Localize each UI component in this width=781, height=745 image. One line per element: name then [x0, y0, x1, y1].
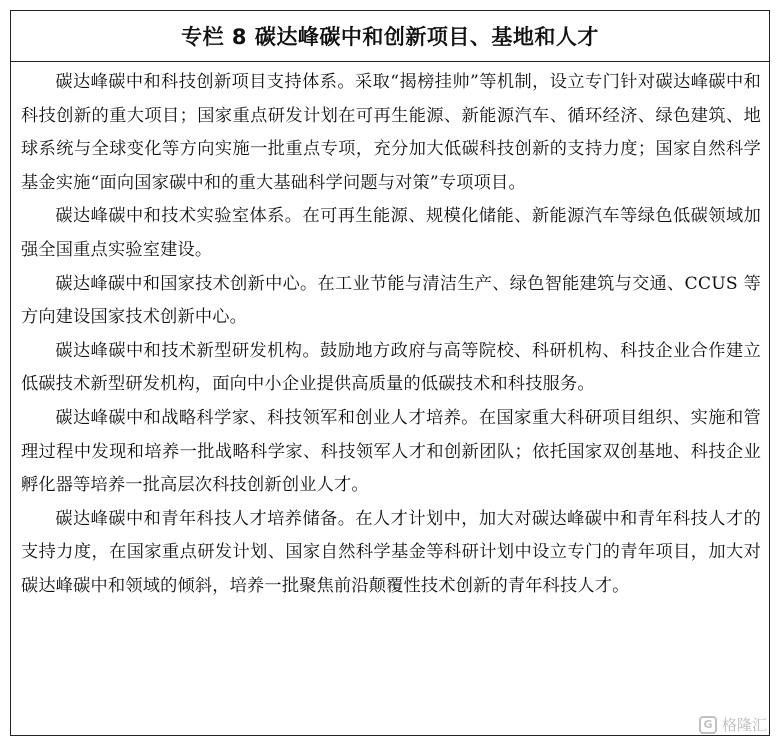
paragraph-talent-cultivation: 碳达峰碳中和战略科学家、科技领军和创业人才培养。在国家重大科研项目组织、实施和管理过程中发现和培养一批战略科学家、科技领军人才和创新团队；依托国家双创基地、科技企业孵化器等培养一批高层次科技创新创业人才。 [21, 407, 761, 496]
watermark [699, 714, 767, 735]
paragraph-young-talent: 碳达峰碳中和青年科技人才培养储备。在人才计划中，加大对碳达峰碳中和青年科技人才的支持力度，在国家重点研发计划、国家自然科学基金等科研计划中设立专门的青年项目，加大对碳达峰碳中和领域的倾斜，培养一批聚焦前沿颠覆性技术创新的青年科技人才。 [21, 508, 761, 596]
watermark-text: 格隆汇 [721, 716, 767, 734]
column-title: 专栏 8 碳达峰碳中和创新项目、基地和人才 [11, 11, 769, 62]
paragraph-innovation-center: 碳达峰碳中和国家技术创新中心。在工业节能与清洁生产、绿色智能建筑与交通、CCUS 等方向建设国家技术创新中心。 [21, 273, 761, 328]
watermark-logo-icon: G [699, 716, 717, 734]
paragraph-rd-institutions: 碳达峰碳中和技术新型研发机构。鼓励地方政府与高等院校、科研机构、科技企业合作建立低碳技术新型研发机构，面向中小企业提供高质量的低碳技术和科技服务。 [21, 340, 761, 395]
column-box [10, 10, 770, 736]
column-body [11, 62, 769, 604]
paragraph-laboratory-system: 碳达峰碳中和技术实验室体系。在可再生能源、规模化储能、新能源汽车等绿色低碳领域加强全国重点实验室建设。 [21, 206, 761, 260]
paragraph-project-support: 碳达峰碳中和科技创新项目支持体系。采取“揭榜挂帅”等机制，设立专门针对碳达峰碳中和科技创新的重大项目；国家重点研发计划在可再生能源、新能源汽车、循环经济、绿色建筑、地球系统与全球变化等方向实施一批重点专项，充分加大低碳科技创新的支持力度；国家自然科学基金实施“面向国家碳中和的重大基础科学问题与对策”专项项目。 [21, 72, 761, 193]
